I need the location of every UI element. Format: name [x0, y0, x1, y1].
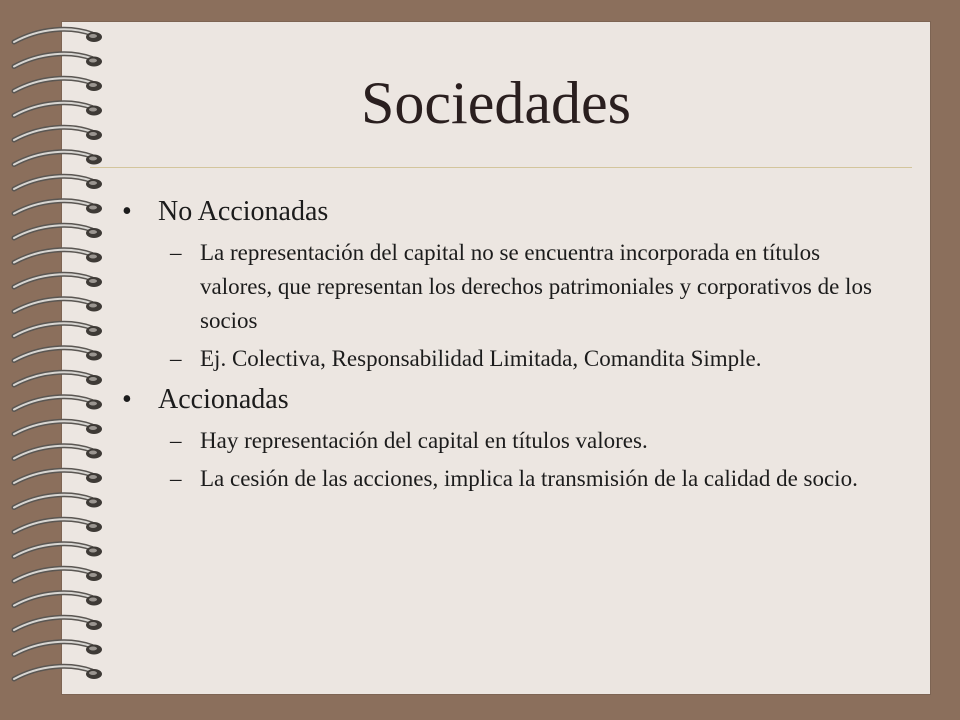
spiral-ring — [14, 617, 102, 630]
spiral-ring — [14, 568, 102, 581]
spiral-ring — [14, 323, 102, 336]
spiral-ring — [14, 54, 102, 67]
spiral-ring — [14, 372, 102, 385]
spiral-ring — [14, 127, 102, 140]
bullet-accionadas — [118, 382, 888, 418]
sub-bullet — [118, 342, 888, 376]
bullet-no-accionadas — [118, 194, 888, 230]
spiral-ring — [14, 225, 102, 238]
slide-content — [118, 194, 888, 500]
bullet-icon: • — [122, 196, 132, 227]
spiral-ring — [14, 78, 102, 91]
bullet-heading: No Accionadas — [158, 196, 329, 227]
sub-bullet-text: Hay representación del capital en títulos valores. — [200, 428, 648, 453]
dash-icon: – — [170, 428, 182, 453]
sub-bullet — [118, 462, 888, 496]
spiral-ring — [14, 519, 102, 532]
spiral-ring — [14, 348, 102, 361]
spiral-ring — [14, 201, 102, 214]
spiral-binding — [0, 0, 120, 720]
spiral-ring — [14, 397, 102, 410]
spiral-ring — [14, 103, 102, 116]
spiral-ring — [14, 29, 102, 42]
spiral-ring — [14, 470, 102, 483]
dash-icon: – — [170, 240, 182, 265]
dash-icon: – — [170, 346, 182, 371]
sub-bullet — [118, 236, 888, 338]
sub-bullet-text: Ej. Colectiva, Responsabilidad Limitada, Comandita Simple. — [200, 346, 762, 371]
spiral-ring — [14, 274, 102, 287]
spiral-ring — [14, 446, 102, 459]
spiral-ring — [14, 593, 102, 606]
spiral-ring — [14, 299, 102, 312]
spiral-ring — [14, 421, 102, 434]
title-divider — [90, 167, 912, 168]
spiral-ring — [14, 544, 102, 557]
spiral-ring — [14, 495, 102, 508]
bullet-icon: • — [122, 384, 132, 415]
dash-icon: – — [170, 466, 182, 491]
spiral-ring — [14, 176, 102, 189]
slide-title: Sociedades — [361, 70, 631, 136]
bullet-heading: Accionadas — [158, 384, 289, 415]
sub-bullet — [118, 424, 888, 458]
sub-bullet-text: La representación del capital no se encuentra incorporada en títulos valores, que representan los derechos patrimoniales y corporativos de los socios — [200, 240, 872, 333]
spiral-ring — [14, 152, 102, 165]
sub-bullet-text: La cesión de las acciones, implica la transmisión de la calidad de socio. — [200, 466, 858, 491]
spiral-ring — [14, 666, 102, 679]
spiral-ring — [14, 250, 102, 263]
spiral-ring — [14, 642, 102, 655]
